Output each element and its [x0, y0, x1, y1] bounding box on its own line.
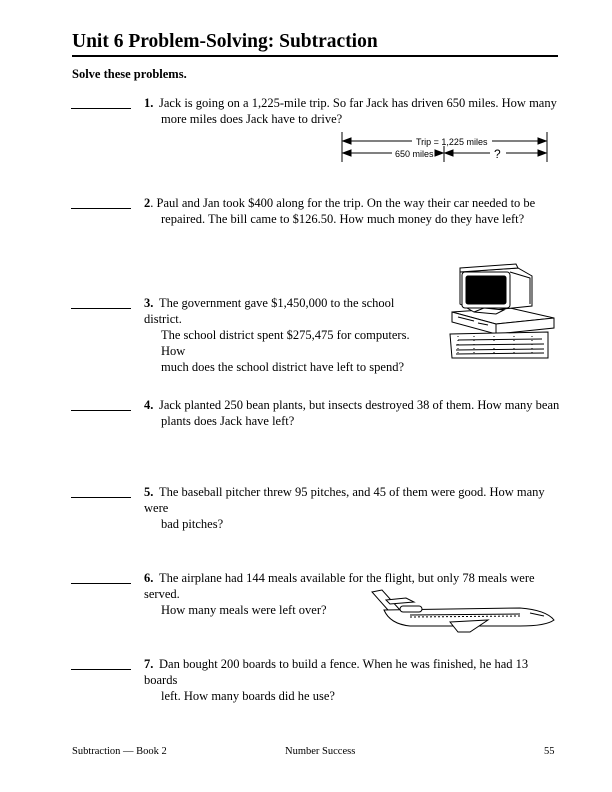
problem-text: more miles does Jack have to drive? [161, 112, 343, 126]
problem-4 [144, 397, 560, 429]
driven-label: 650 miles [395, 149, 434, 159]
problem-text: much does the school district have left to spend? [161, 360, 404, 374]
problem-number: 4. [144, 398, 154, 412]
problem-text: Dan bought 200 boards to build a fence. When he was finished, he had 13 boards [144, 657, 529, 687]
airplane-icon [370, 586, 556, 632]
problem-text: The government gave $1,450,000 to the school district. [144, 296, 395, 326]
title-rule [72, 55, 558, 57]
problem-7 [144, 656, 560, 704]
problem-2 [144, 195, 560, 227]
computer-icon [444, 262, 556, 358]
problem-number: 1. [144, 96, 154, 110]
answer-blank[interactable] [71, 208, 131, 209]
answer-blank[interactable] [71, 669, 131, 670]
problem-1 [144, 95, 560, 127]
problem-number: 5. [144, 485, 154, 499]
footer-book: Subtraction — Book 2 [72, 746, 167, 757]
page-number: 55 [544, 746, 555, 757]
problem-text: bad pitches? [161, 517, 224, 531]
page-title: Unit 6 Problem-Solving: Subtraction [72, 31, 378, 52]
problem-text: . Paul and Jan took $400 along for the trip. On the way their car needed to be [150, 196, 536, 210]
problem-3 [144, 295, 434, 375]
problem-text: plants does Jack have left? [161, 414, 295, 428]
problem-text: left. How many boards did he use? [161, 689, 335, 703]
trip-label: Trip = 1,225 miles [416, 137, 488, 147]
problem-text: Jack is going on a 1,225-mile trip. So far Jack has driven 650 miles. How many [159, 96, 557, 110]
problem-number: 7. [144, 657, 154, 671]
problem-text: The baseball pitcher threw 95 pitches, and 45 of them were good. How many were [144, 485, 545, 515]
problem-text: How many meals were left over? [161, 603, 327, 617]
answer-blank[interactable] [71, 108, 131, 109]
answer-blank[interactable] [71, 583, 131, 584]
instructions: Solve these problems. [72, 67, 187, 81]
problem-text: Jack planted 250 bean plants, but insects destroyed 38 of them. How many bean [159, 398, 560, 412]
problem-5 [144, 484, 560, 532]
unknown-label: ? [494, 147, 501, 161]
problem-number: 2 [144, 196, 151, 210]
problem-number: 6. [144, 571, 154, 585]
answer-blank[interactable] [71, 410, 131, 411]
problem-text: The school district spent $275,475 for computers. How [161, 328, 410, 358]
trip-diagram [340, 132, 555, 162]
footer-series: Number Success [285, 746, 356, 757]
answer-blank[interactable] [71, 497, 131, 498]
problem-text: repaired. The bill came to $126.50. How much money do they have left? [161, 212, 525, 226]
problem-text: The airplane had 144 meals available for the flight, but only 78 meals were served. [144, 571, 535, 601]
problem-number: 3. [144, 296, 154, 310]
answer-blank[interactable] [71, 308, 131, 309]
